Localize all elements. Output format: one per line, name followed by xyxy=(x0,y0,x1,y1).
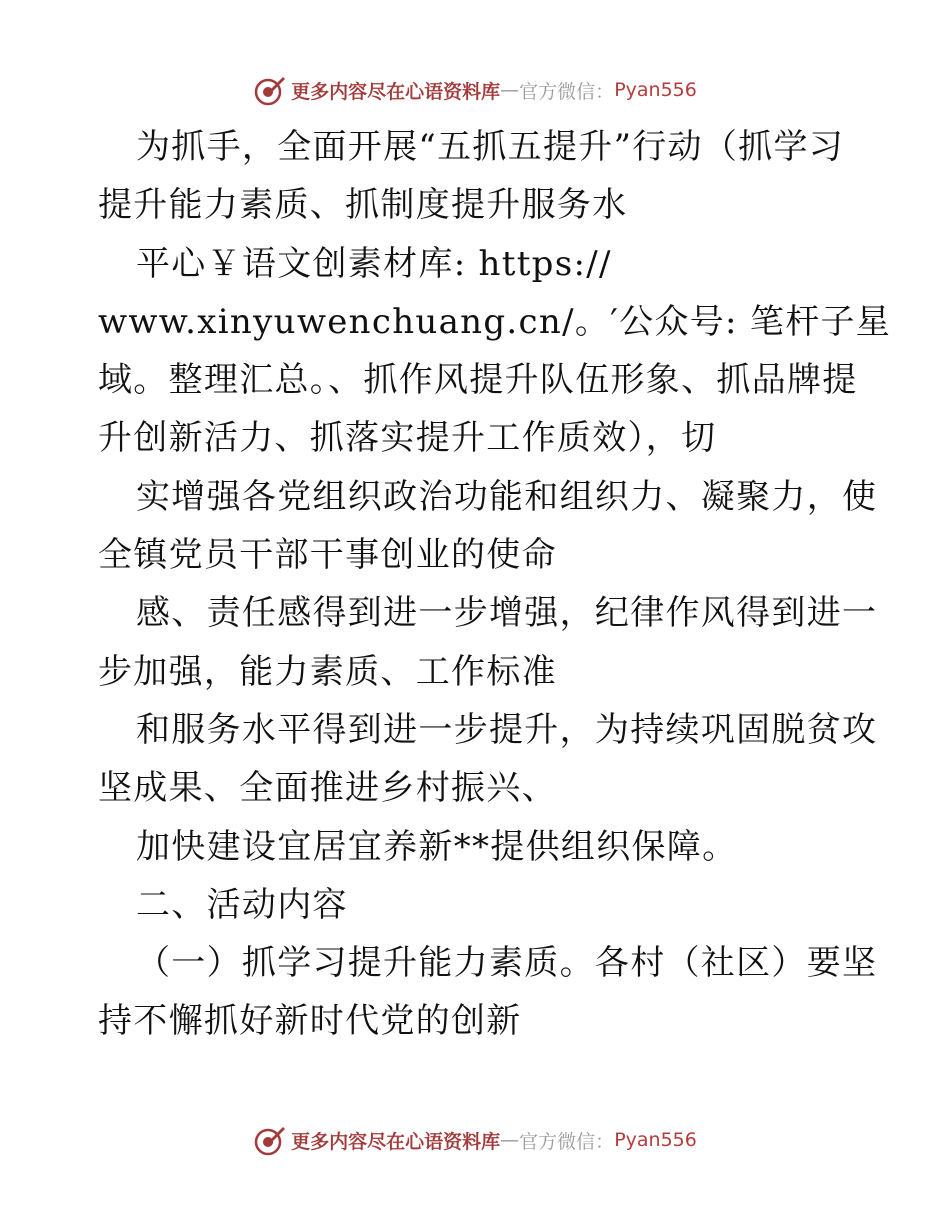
banner-wechat-id: Pyan556 xyxy=(614,1129,697,1151)
text-line: 提升能力素质、抓制度提升服务水 xyxy=(98,185,628,226)
text-line: 感、责任感得到进一步增强，纪律作风得到进一 xyxy=(136,593,878,634)
text-line: （一）抓学习提升能力素质。各村（社区）要坚 xyxy=(136,943,878,984)
section-heading: 二、活动内容 xyxy=(136,884,348,925)
banner-dash: — xyxy=(500,79,520,101)
text-line: 持不懈抓好新时代党的创新 xyxy=(98,1001,522,1042)
banner-wechat-id: Pyan556 xyxy=(614,79,697,101)
document-body xyxy=(98,118,892,1051)
header-watermark xyxy=(0,68,950,112)
text-line: 步加强，能力素质、工作标准 xyxy=(98,651,557,692)
quill-logo-icon xyxy=(253,73,287,107)
text-line: 升创新活力、抓落实提升工作质效），切 xyxy=(98,418,717,459)
text-line: 平心￥语文创素材库: https:// xyxy=(136,243,612,284)
text-line: 为抓手，全面开展“五抓五提升”行动（抓学习 xyxy=(136,127,845,167)
banner-wechat-label: 官方微信： xyxy=(519,80,615,103)
footer-watermark xyxy=(0,1118,950,1162)
banner-title: 更多内容尽在心语资料库 xyxy=(291,1130,501,1153)
text-line: 坚成果、全面推进乡村振兴、 xyxy=(98,768,557,809)
banner-title: 更多内容尽在心语资料库 xyxy=(291,80,501,103)
quill-logo-icon xyxy=(253,1123,287,1157)
text-line: 域。整理汇总。、抓作风提升队伍形象、抓品牌提 xyxy=(98,360,858,401)
text-line: www.xinyuwenchuang.cn/。′公众号: 笔杆子星 xyxy=(98,301,892,342)
text-line: 加快建设宜居宜养新**提供组织保障。 xyxy=(136,826,738,867)
text-line: 全镇党员干部干事创业的使命 xyxy=(98,535,557,576)
banner-wechat-label: 官方微信： xyxy=(519,1130,615,1153)
text-line: 和服务水平得到进一步提升，为持续巩固脱贫攻 xyxy=(136,709,878,750)
banner-dash: — xyxy=(500,1129,520,1151)
text-line: 实增强各党组织政治功能和组织力、凝聚力，使 xyxy=(136,476,878,517)
